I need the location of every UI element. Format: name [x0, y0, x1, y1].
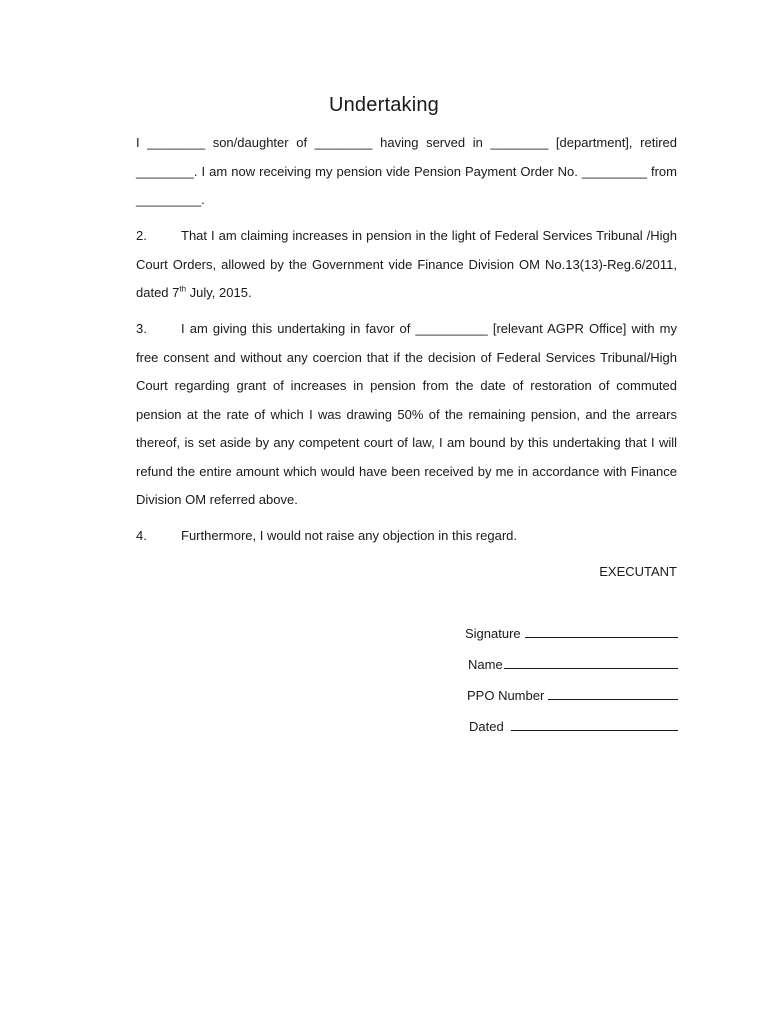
ordinal-suffix: th: [179, 284, 187, 294]
dated-label: Dated: [469, 719, 504, 734]
dated-row: [465, 718, 678, 734]
document-title: Undertaking: [328, 94, 440, 116]
name-label: Name: [468, 657, 503, 672]
name-blank-line: [504, 656, 678, 669]
paragraph-number: 3.: [136, 321, 147, 336]
intro-paragraph: I ________ son/daughter of ________ having served in ________ [department], retired ________. I am now receiving my pension vide Pension Payment Order No. _________ from _________.: [136, 135, 677, 207]
name-row: [465, 656, 678, 672]
signature-label: Signature: [465, 626, 521, 641]
paragraph-text: That I am claiming increases in pension in the light of Federal Services Tribunal /High Court Orders, allowed by the Government vide Finance Division OM No.13(13)-Reg.6/2011, dated 7: [136, 228, 677, 300]
ppo-label: PPO Number: [467, 688, 545, 703]
paragraph-4: [136, 522, 677, 551]
paragraph-number: 2.: [136, 228, 147, 243]
ppo-blank-line: [548, 687, 678, 700]
signature-row: [465, 625, 678, 641]
paragraph-text: Furthermore, I would not raise any objection in this regard.: [181, 528, 518, 543]
paragraph-2: [136, 222, 677, 308]
paragraph-text-end: July, 2015.: [186, 285, 252, 300]
ppo-row: [465, 687, 678, 703]
dated-blank-line: [511, 718, 678, 731]
paragraph-number: 4.: [136, 528, 147, 543]
paragraph-text: I am giving this undertaking in favor of __________ [relevant AGPR Office] with my free consent and without any coercion that if the decision of Federal Services Tribunal/High Court regarding grant of increases in pension from the date of restoration of commuted pension at the rate of which I was drawing 50% of the remaining pension, and the arrears thereof, is set aside by any competent court of law, I am bound by this undertaking that I will refund the entire amount which would have been received by me in accordance with Finance Division OM referred above.: [136, 321, 677, 507]
signature-blank-line: [525, 625, 678, 638]
executant-label: EXECUTANT: [599, 564, 677, 579]
paragraph-3: [136, 315, 677, 515]
